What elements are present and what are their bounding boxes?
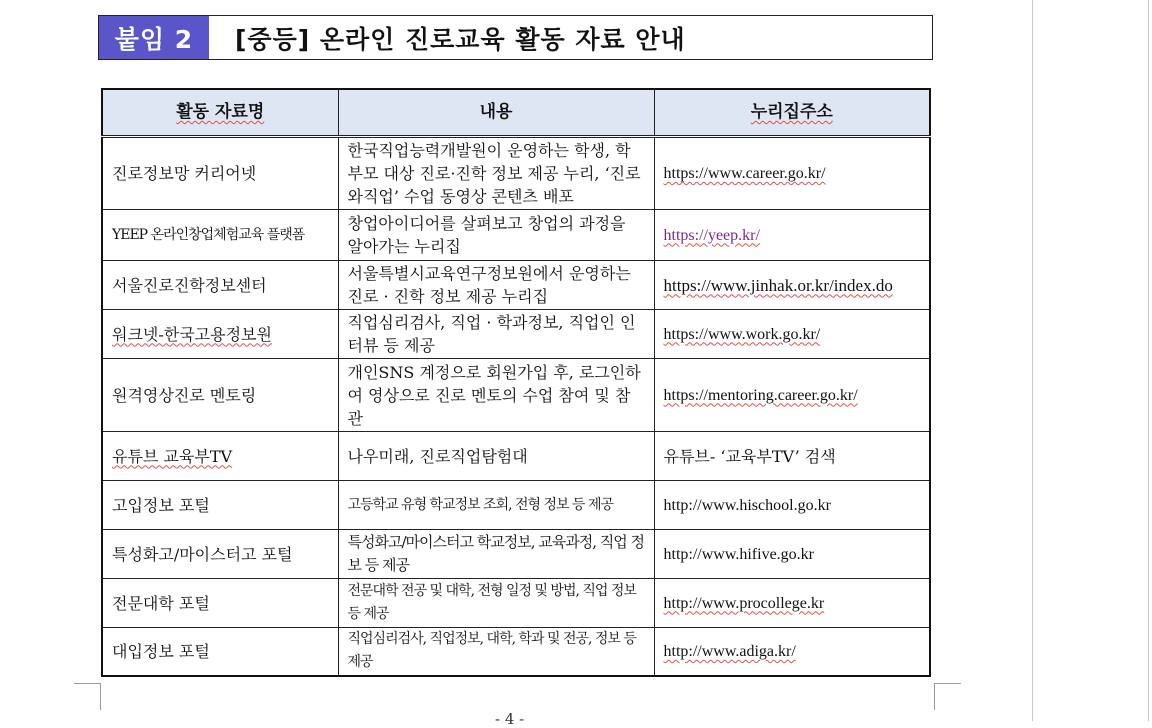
resource-name: 진로정보망 커리어넷 (102, 137, 338, 210)
table-header-row (102, 89, 930, 137)
resource-name: 전문대학 포털 (102, 579, 338, 628)
resource-desc: 전문대학 전공 및 대학, 전형 일정 및 방법, 직업 정보 등 제공 (338, 579, 654, 628)
table-row (102, 359, 930, 432)
resource-url[interactable]: https://www.work.go.kr/ (654, 310, 930, 359)
table-row (102, 261, 930, 310)
page-edge-line (1032, 0, 1033, 721)
resource-url[interactable]: http://www.hifive.go.kr (654, 530, 930, 579)
resource-name: 원격영상진로 멘토링 (102, 359, 338, 432)
resource-url[interactable]: 유튜브- ‘교육부TV’ 검색 (654, 432, 930, 481)
column-header-content: 내용 (338, 89, 654, 137)
table-row (102, 530, 930, 579)
resource-url[interactable]: http://www.procollege.kr (654, 579, 930, 628)
resource-name: 서울진로진학정보센터 (102, 261, 338, 310)
resource-desc: 한국직업능력개발원이 운영하는 학생, 학부모 대상 진로·진학 정보 제공 누리, ‘진로와직업’ 수업 동영상 콘텐츠 배포 (338, 137, 654, 210)
resource-url[interactable]: https://yeep.kr/ (654, 210, 930, 261)
table-row (102, 579, 930, 628)
column-header-name: 활동 자료명 (102, 89, 338, 137)
resource-desc: 고등학교 유형 학교정보 조회, 전형 정보 등 제공 (338, 481, 654, 530)
resource-url[interactable]: https://www.jinhak.or.kr/index.do (654, 261, 930, 310)
resource-desc: 창업아이디어를 살펴보고 창업의 과정을 알아가는 누리집 (338, 210, 654, 261)
column-header-url: 누리집주소 (654, 89, 930, 137)
table-row (102, 137, 930, 210)
page-corner-mark-left (74, 683, 101, 710)
resource-name: 워크넷-한국고용정보원 (102, 310, 338, 359)
resource-desc: 나우미래, 진로직업탐험대 (338, 432, 654, 481)
page-number: - 4 - (495, 710, 525, 728)
resource-name: YEEP 온라인창업체험교육 플랫폼 (102, 210, 338, 261)
resource-name: 대입정보 포털 (102, 628, 338, 676)
resource-table (101, 88, 931, 677)
resource-url[interactable]: http://www.adiga.kr/ (654, 628, 930, 676)
resource-name: 고입정보 포털 (102, 481, 338, 530)
resource-url[interactable]: https://www.career.go.kr/ (654, 137, 930, 210)
page-title: [중등] 온라인 진로교육 활동 자료 안내 (235, 24, 686, 54)
resource-desc: 서울특별시교육연구정보원에서 운영하는 진로 · 진학 정보 제공 누리집 (338, 261, 654, 310)
resource-url[interactable]: http://www.hischool.go.kr (654, 481, 930, 530)
table-row (102, 628, 930, 676)
resource-desc: 직업심리검사, 직업정보, 대학, 학과 및 전공, 정보 등 제공 (338, 628, 654, 676)
page-corner-mark-right (934, 683, 961, 710)
table-row (102, 481, 930, 530)
table-row (102, 310, 930, 359)
attachment-badge: 붙임 2 (99, 16, 209, 59)
section-header (98, 15, 933, 60)
resource-url[interactable]: https://mentoring.career.go.kr/ (654, 359, 930, 432)
resource-name: 특성화고/마이스터고 포털 (102, 530, 338, 579)
resource-desc: 개인SNS 계정으로 회원가입 후, 로그인하여 영상으로 진로 멘토의 수업 참여 및 참관 (338, 359, 654, 432)
table-row (102, 210, 930, 261)
resource-desc: 특성화고/마이스터고 학교정보, 교육과정, 직업 정보 등 제공 (338, 530, 654, 579)
page-edge-line-right (1148, 0, 1149, 721)
table-row (102, 432, 930, 481)
resource-desc: 직업심리검사, 직업 · 학과정보, 직업인 인터뷰 등 제공 (338, 310, 654, 359)
resource-name: 유튜브 교육부TV (102, 432, 338, 481)
